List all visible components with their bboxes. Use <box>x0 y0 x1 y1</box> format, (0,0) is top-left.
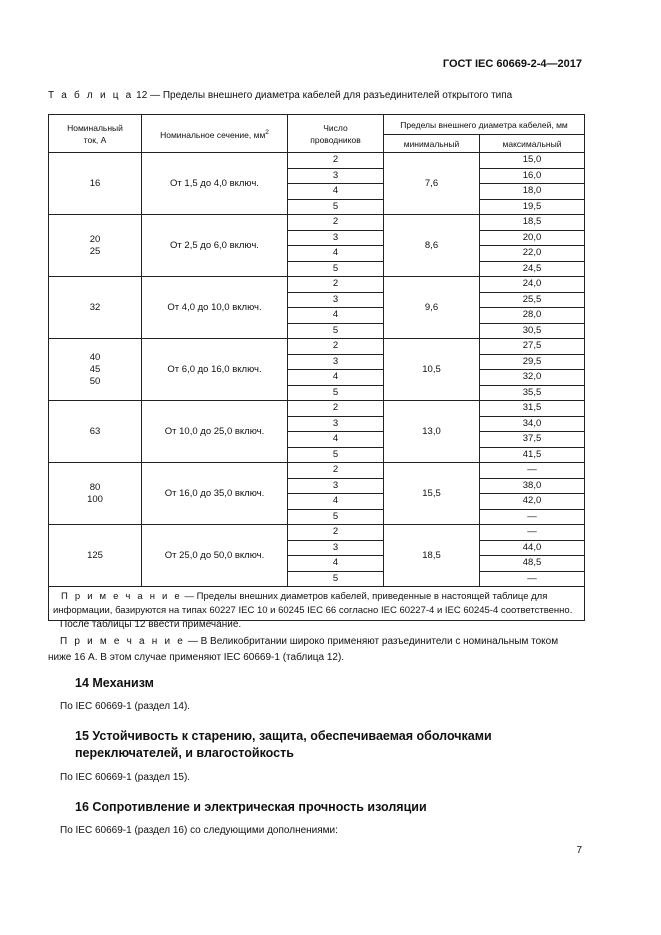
section-15-title-line2: переключателей, и влагостойкость <box>75 746 294 760</box>
after-table-instruction: После таблицы 12 ввести примечание. <box>60 619 242 630</box>
section-16-title: 16 Сопротивление и электрическая прочность изоляции <box>75 800 427 814</box>
rated-current-value: 50 <box>89 375 101 387</box>
cross-section-cell: От 6,0 до 16,0 включ. <box>142 339 288 401</box>
cable-diameter-table <box>48 114 585 621</box>
rated-current-value: 16 <box>89 177 101 189</box>
conductors-cell: 2 <box>288 153 384 169</box>
conductors-cell: 2 <box>288 277 384 293</box>
header-rated-current-line2: ток, А <box>83 134 107 145</box>
document-code: ГОСТ IEC 60669-2-4—2017 <box>442 58 582 70</box>
max-diameter-cell: 30,5 <box>480 323 585 339</box>
min-diameter-cell: 15,5 <box>384 463 480 525</box>
rated-current-cell <box>49 153 142 215</box>
rated-current-value: 40 <box>89 351 101 363</box>
max-diameter-cell: 24,0 <box>480 277 585 293</box>
conductors-cell: 2 <box>288 215 384 231</box>
max-diameter-cell: 16,0 <box>480 168 585 184</box>
conductors-cell: 4 <box>288 432 384 448</box>
rated-current-cell <box>49 339 142 401</box>
max-diameter-cell: — <box>480 509 585 525</box>
conductors-cell: 3 <box>288 292 384 308</box>
max-diameter-cell: 29,5 <box>480 354 585 370</box>
table-row <box>49 277 585 293</box>
max-diameter-cell: 44,0 <box>480 540 585 556</box>
table-note-label: П р и м е ч а н и е <box>61 591 182 602</box>
header-diameter-limits: Пределы внешнего диаметра кабелей, мм <box>384 115 585 135</box>
cross-section-cell: От 2,5 до 6,0 включ. <box>142 215 288 277</box>
max-diameter-cell: 19,5 <box>480 199 585 215</box>
max-diameter-cell: 24,5 <box>480 261 585 277</box>
table-caption-text: — Пределы внешнего диаметра кабелей для разъединителей открытого типа <box>150 90 513 101</box>
rated-current-cell <box>49 401 142 463</box>
table-note <box>49 587 585 621</box>
table-row <box>49 463 585 479</box>
conductors-cell: 2 <box>288 525 384 541</box>
header-rated-current-line1: Номинальный <box>67 122 123 133</box>
max-diameter-cell: 48,5 <box>480 556 585 572</box>
conductors-cell: 4 <box>288 494 384 510</box>
rated-current-value: 100 <box>87 493 103 505</box>
max-diameter-cell: 18,0 <box>480 184 585 200</box>
min-diameter-cell: 18,5 <box>384 525 480 587</box>
body-note <box>48 634 584 666</box>
table-row <box>49 215 585 231</box>
max-diameter-cell: — <box>480 463 585 479</box>
conductors-cell: 5 <box>288 261 384 277</box>
table-row <box>49 339 585 355</box>
min-diameter-cell: 10,5 <box>384 339 480 401</box>
rated-current-value: 25 <box>89 245 101 257</box>
conductors-cell: 4 <box>288 246 384 262</box>
table-row <box>49 153 585 169</box>
section-16-text: По IEC 60669-1 (раздел 16) со следующими дополнениями: <box>60 825 338 836</box>
header-conductors-line2: проводников <box>310 134 361 145</box>
header-min: минимальный <box>384 135 480 153</box>
page-number: 7 <box>576 845 582 856</box>
max-diameter-cell: 41,5 <box>480 447 585 463</box>
rated-current-cell <box>49 463 142 525</box>
section-14-title: 14 Механизм <box>75 676 154 690</box>
max-diameter-cell: 22,0 <box>480 246 585 262</box>
header-rated-current <box>49 115 142 153</box>
rated-current-value: 125 <box>87 549 103 561</box>
rated-current-value: 45 <box>89 363 101 375</box>
max-diameter-cell: — <box>480 525 585 541</box>
conductors-cell: 5 <box>288 385 384 401</box>
conductors-cell: 3 <box>288 230 384 246</box>
max-diameter-cell: 38,0 <box>480 478 585 494</box>
rated-current-cell <box>49 215 142 277</box>
max-diameter-cell: 27,5 <box>480 339 585 355</box>
max-diameter-cell: 31,5 <box>480 401 585 417</box>
header-conductors-line1: Число <box>323 122 348 133</box>
header-cross-section-text: Номинальное сечение, мм <box>160 129 266 140</box>
section-14-text: По IEC 60669-1 (раздел 14). <box>60 701 191 712</box>
section-15-title <box>75 728 492 762</box>
conductors-cell: 5 <box>288 199 384 215</box>
min-diameter-cell: 9,6 <box>384 277 480 339</box>
body-note-label: П р и м е ч а н и е <box>60 636 186 647</box>
max-diameter-cell: 42,0 <box>480 494 585 510</box>
cross-section-cell: От 25,0 до 50,0 включ. <box>142 525 288 587</box>
conductors-cell: 2 <box>288 463 384 479</box>
min-diameter-cell: 7,6 <box>384 153 480 215</box>
rated-current-value: 80 <box>89 481 101 493</box>
conductors-cell: 2 <box>288 401 384 417</box>
header-cross-section-sup: 2 <box>265 128 269 136</box>
table-row <box>49 401 585 417</box>
header-cross-section <box>142 115 288 153</box>
conductors-cell: 4 <box>288 556 384 572</box>
conductors-cell: 5 <box>288 509 384 525</box>
max-diameter-cell: 37,5 <box>480 432 585 448</box>
body-note-text: — В Великобритании широко применяют разъединители с номинальным током ниже 16 А. В этом случае применяют IEC 60669-1 (таблица 12). <box>48 636 559 663</box>
max-diameter-cell: 28,0 <box>480 308 585 324</box>
conductors-cell: 5 <box>288 571 384 587</box>
conductors-cell: 4 <box>288 308 384 324</box>
rated-current-cell <box>49 277 142 339</box>
header-conductors <box>288 115 384 153</box>
table-body <box>49 153 585 587</box>
max-diameter-cell: 32,0 <box>480 370 585 386</box>
max-diameter-cell: 25,5 <box>480 292 585 308</box>
conductors-cell: 3 <box>288 540 384 556</box>
min-diameter-cell: 13,0 <box>384 401 480 463</box>
conductors-cell: 4 <box>288 370 384 386</box>
max-diameter-cell: 34,0 <box>480 416 585 432</box>
cross-section-cell: От 1,5 до 4,0 включ. <box>142 153 288 215</box>
rated-current-value: 63 <box>89 425 101 437</box>
conductors-cell: 4 <box>288 184 384 200</box>
conductors-cell: 5 <box>288 447 384 463</box>
min-diameter-cell: 8,6 <box>384 215 480 277</box>
max-diameter-cell: 20,0 <box>480 230 585 246</box>
conductors-cell: 3 <box>288 478 384 494</box>
conductors-cell: 3 <box>288 354 384 370</box>
cross-section-cell: От 16,0 до 35,0 включ. <box>142 463 288 525</box>
max-diameter-cell: 15,0 <box>480 153 585 169</box>
conductors-cell: 2 <box>288 339 384 355</box>
table-caption-prefix: Т а б л и ц а <box>48 90 134 101</box>
section-15-text: По IEC 60669-1 (раздел 15). <box>60 772 191 783</box>
max-diameter-cell: — <box>480 571 585 587</box>
table-row <box>49 525 585 541</box>
cross-section-cell: От 10,0 до 25,0 включ. <box>142 401 288 463</box>
table-caption-number: 12 <box>136 90 148 101</box>
table-caption <box>48 90 512 101</box>
rated-current-value: 20 <box>89 233 101 245</box>
max-diameter-cell: 35,5 <box>480 385 585 401</box>
header-max: максимальный <box>480 135 585 153</box>
cross-section-cell: От 4,0 до 10,0 включ. <box>142 277 288 339</box>
rated-current-cell <box>49 525 142 587</box>
section-15-title-line1: 15 Устойчивость к старению, защита, обеспечиваемая оболочками <box>75 729 492 743</box>
rated-current-value: 32 <box>89 301 101 313</box>
conductors-cell: 5 <box>288 323 384 339</box>
table-note-text: — Пределы внешних диаметров кабелей, приведенные в настоящей таблице для информации, базируются на типах 60227 IEC 10 и 60245 IEC 66 согласно IEC 60227-4 и IEC 60245-4 соответственно. <box>53 591 573 616</box>
conductors-cell: 3 <box>288 168 384 184</box>
conductors-cell: 3 <box>288 416 384 432</box>
max-diameter-cell: 18,5 <box>480 215 585 231</box>
